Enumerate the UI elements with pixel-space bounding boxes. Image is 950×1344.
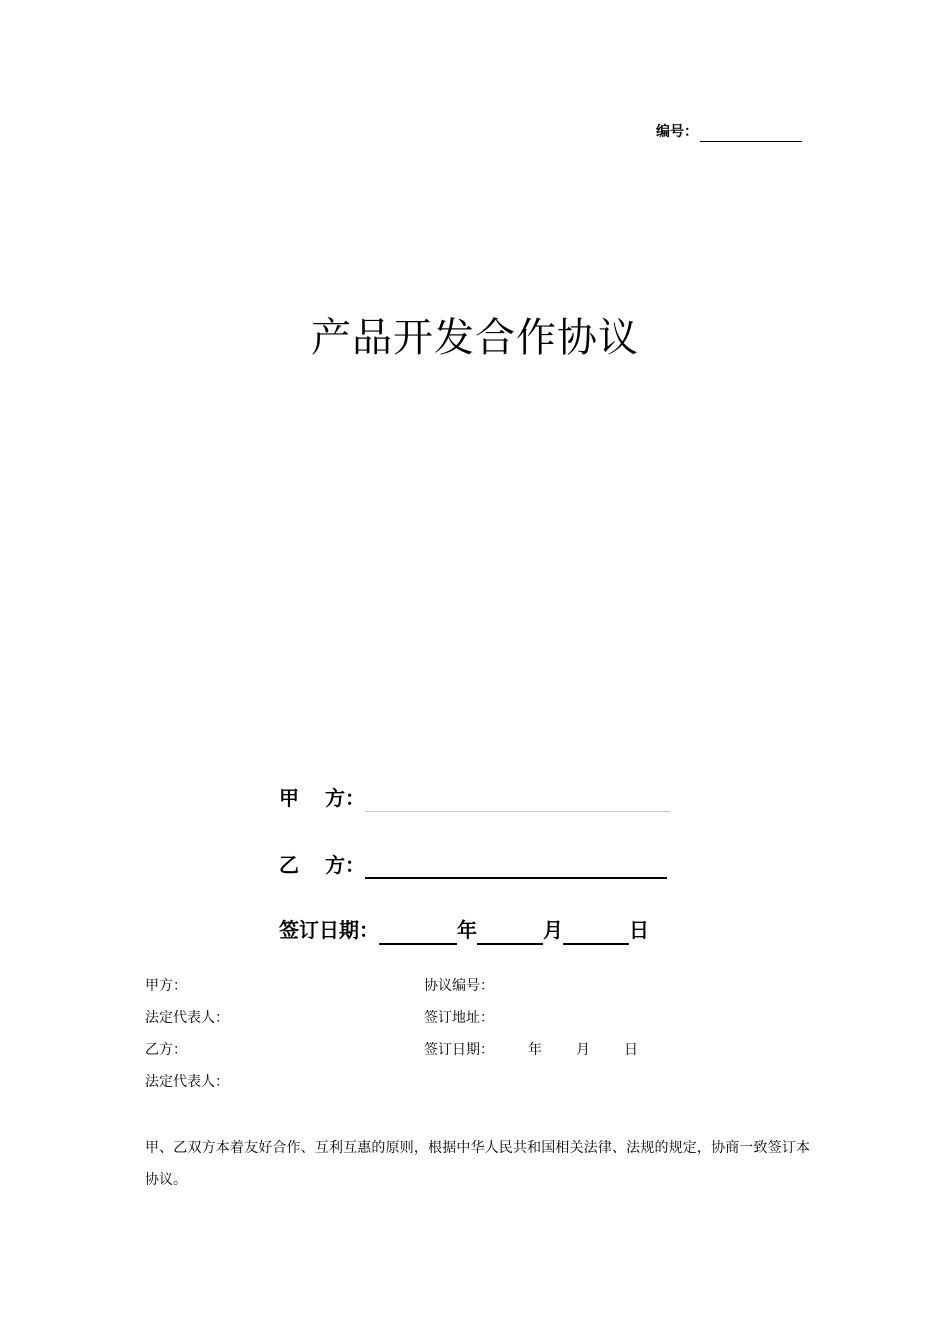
serial-number	[656, 122, 802, 142]
cover-party-b-suffix: 方：	[325, 853, 365, 877]
cover-party-b-blank[interactable]	[365, 855, 667, 879]
document-title: 产品开发合作协议	[311, 315, 639, 361]
cover-party-b	[279, 851, 667, 879]
info-sign-date	[424, 1040, 638, 1060]
info-month-label: 月	[576, 1042, 590, 1058]
serial-number-blank[interactable]	[700, 125, 802, 142]
cover-day-label: 日	[629, 918, 649, 942]
cover-day-blank[interactable]	[563, 921, 629, 945]
cover-year-label: 年	[457, 918, 477, 942]
info-agreement-no: 协议编号：	[424, 978, 494, 994]
cover-month-blank[interactable]	[477, 921, 543, 945]
cover-party-a-blank[interactable]	[365, 789, 670, 812]
info-party-a: 甲方：	[145, 978, 187, 994]
cover-party-a-label: 甲	[279, 786, 299, 810]
cover-month-label: 月	[543, 918, 563, 942]
info-legal-rep-a: 法定代表人：	[145, 1010, 229, 1026]
cover-sign-date	[279, 915, 649, 945]
cover-party-a	[279, 784, 670, 812]
info-day-label: 日	[624, 1042, 638, 1058]
info-legal-rep-b: 法定代表人：	[145, 1074, 229, 1090]
serial-number-label: 编号：	[656, 124, 698, 140]
info-sign-date-label: 签订日期：	[424, 1042, 494, 1058]
cover-party-a-suffix: 方：	[325, 786, 365, 810]
info-party-b: 乙方：	[145, 1042, 187, 1058]
intro-paragraph: 甲、乙双方本着友好合作、互利互惠的原则，根据中华人民共和国相关法律、法规的规定，协商一致签订本协议。	[145, 1140, 810, 1188]
cover-year-blank[interactable]	[379, 921, 457, 945]
cover-party-b-label: 乙	[279, 853, 299, 877]
cover-sign-date-label: 签订日期：	[279, 918, 379, 942]
info-sign-place: 签订地址：	[424, 1010, 494, 1026]
info-year-label: 年	[528, 1042, 542, 1058]
